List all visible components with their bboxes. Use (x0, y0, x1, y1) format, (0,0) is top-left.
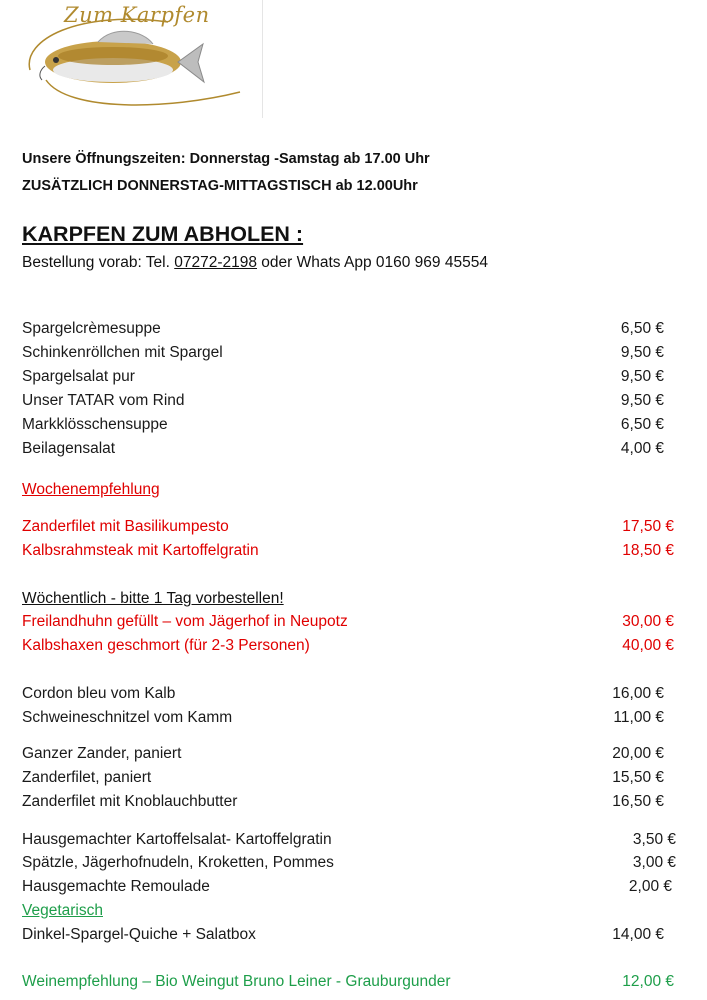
menu-item (22, 685, 674, 707)
preorder-heading: Wöchentlich - bitte 1 Tag vorbestellen! (22, 590, 284, 607)
item-name: Zanderfilet, paniert (22, 769, 152, 786)
menu-item (22, 392, 674, 414)
item-name: Beilagensalat (22, 440, 116, 457)
side-item (22, 854, 674, 876)
item-price: 3,00 € (632, 854, 676, 871)
item-name: Unser TATAR vom Rind (22, 392, 185, 409)
item-name: Spargelcrèmesuppe (22, 320, 161, 337)
item-price: 6,50 € (620, 320, 664, 337)
weekly-item (22, 542, 674, 564)
logo-divider (262, 0, 263, 118)
item-name: Markklösschensuppe (22, 416, 168, 433)
item-name: Schinkenröllchen mit Spargel (22, 344, 223, 361)
item-price: 3,50 € (632, 831, 676, 848)
item-price: 4,00 € (620, 440, 664, 457)
item-price: 9,50 € (620, 368, 664, 385)
menu-item (22, 416, 674, 438)
item-name: Kalbsrahmsteak mit Kartoffelgratin (22, 542, 259, 559)
preorder-item (22, 613, 674, 635)
pickup-heading: KARPFEN ZUM ABHOLEN : (22, 222, 304, 246)
item-price: 15,50 € (612, 769, 664, 786)
item-name: Zanderfilet mit Basilikumpesto (22, 518, 229, 535)
item-name: Kalbshaxen geschmort (für 2-3 Personen) (22, 637, 310, 654)
item-price: 20,00 € (612, 745, 664, 762)
wine-recommendation (22, 973, 674, 995)
menu-item (22, 793, 674, 815)
item-name: Spargelsalat pur (22, 368, 135, 385)
item-price: 16,50 € (612, 793, 664, 810)
item-price: 17,50 € (622, 518, 674, 535)
weekly-heading: Wochenempfehlung (22, 481, 160, 498)
item-name: Ganzer Zander, paniert (22, 745, 182, 762)
item-price: 14,00 € (612, 926, 664, 943)
menu-item (22, 344, 674, 366)
order-info (22, 254, 488, 272)
opening-hours-line: Unsere Öffnungszeiten: Donnerstag -Samstag ab 17.00 Uhr (22, 151, 430, 167)
item-price: 9,50 € (620, 344, 664, 361)
menu-item (22, 440, 674, 462)
logo-text: Zum Karpfen (64, 3, 210, 27)
order-prefix: Bestellung vorab: Tel. (22, 254, 175, 271)
item-name: Dinkel-Spargel-Quiche + Salatbox (22, 926, 256, 943)
item-name: Spätzle, Jägerhofnudeln, Kroketten, Pommes (22, 854, 334, 871)
weekly-item (22, 518, 674, 540)
item-price: 40,00 € (622, 637, 674, 654)
item-name: Schweineschnitzel vom Kamm (22, 709, 233, 726)
item-price: 9,50 € (620, 392, 664, 409)
vegetarian-item (22, 926, 674, 948)
restaurant-logo (18, 0, 263, 118)
side-item (22, 831, 674, 853)
item-price: 30,00 € (622, 613, 674, 630)
order-suffix: oder Whats App 0160 969 45554 (256, 254, 488, 271)
menu-item (22, 745, 674, 767)
vegetarian-heading: Vegetarisch (22, 902, 103, 919)
item-price: 6,50 € (620, 416, 664, 433)
phone-link[interactable]: 07272-2198 (174, 254, 257, 271)
item-price: 11,00 € (613, 709, 664, 726)
item-name: Hausgemachte Remoulade (22, 878, 210, 895)
menu-item (22, 709, 674, 731)
preorder-item (22, 637, 674, 659)
item-price: 16,00 € (612, 685, 664, 702)
item-name: Cordon bleu vom Kalb (22, 685, 176, 702)
wine-price: 12,00 € (622, 973, 674, 990)
lunch-hours-line: ZUSÄTZLICH DONNERSTAG-MITTAGSTISCH ab 12.00Uhr (22, 178, 418, 194)
menu-item (22, 368, 674, 390)
item-price: 18,50 € (622, 542, 674, 559)
item-name: Hausgemachter Kartoffelsalat- Kartoffelgratin (22, 831, 332, 848)
menu-item (22, 769, 674, 791)
wine-name: Weinempfehlung – Bio Weingut Bruno Leiner - Grauburgunder (22, 973, 451, 990)
item-name: Freilandhuhn gefüllt – vom Jägerhof in Neupotz (22, 613, 348, 630)
item-name: Zanderfilet mit Knoblauchbutter (22, 793, 238, 810)
menu-item (22, 320, 674, 342)
side-item (22, 878, 674, 900)
item-price: 2,00 € (628, 878, 672, 895)
